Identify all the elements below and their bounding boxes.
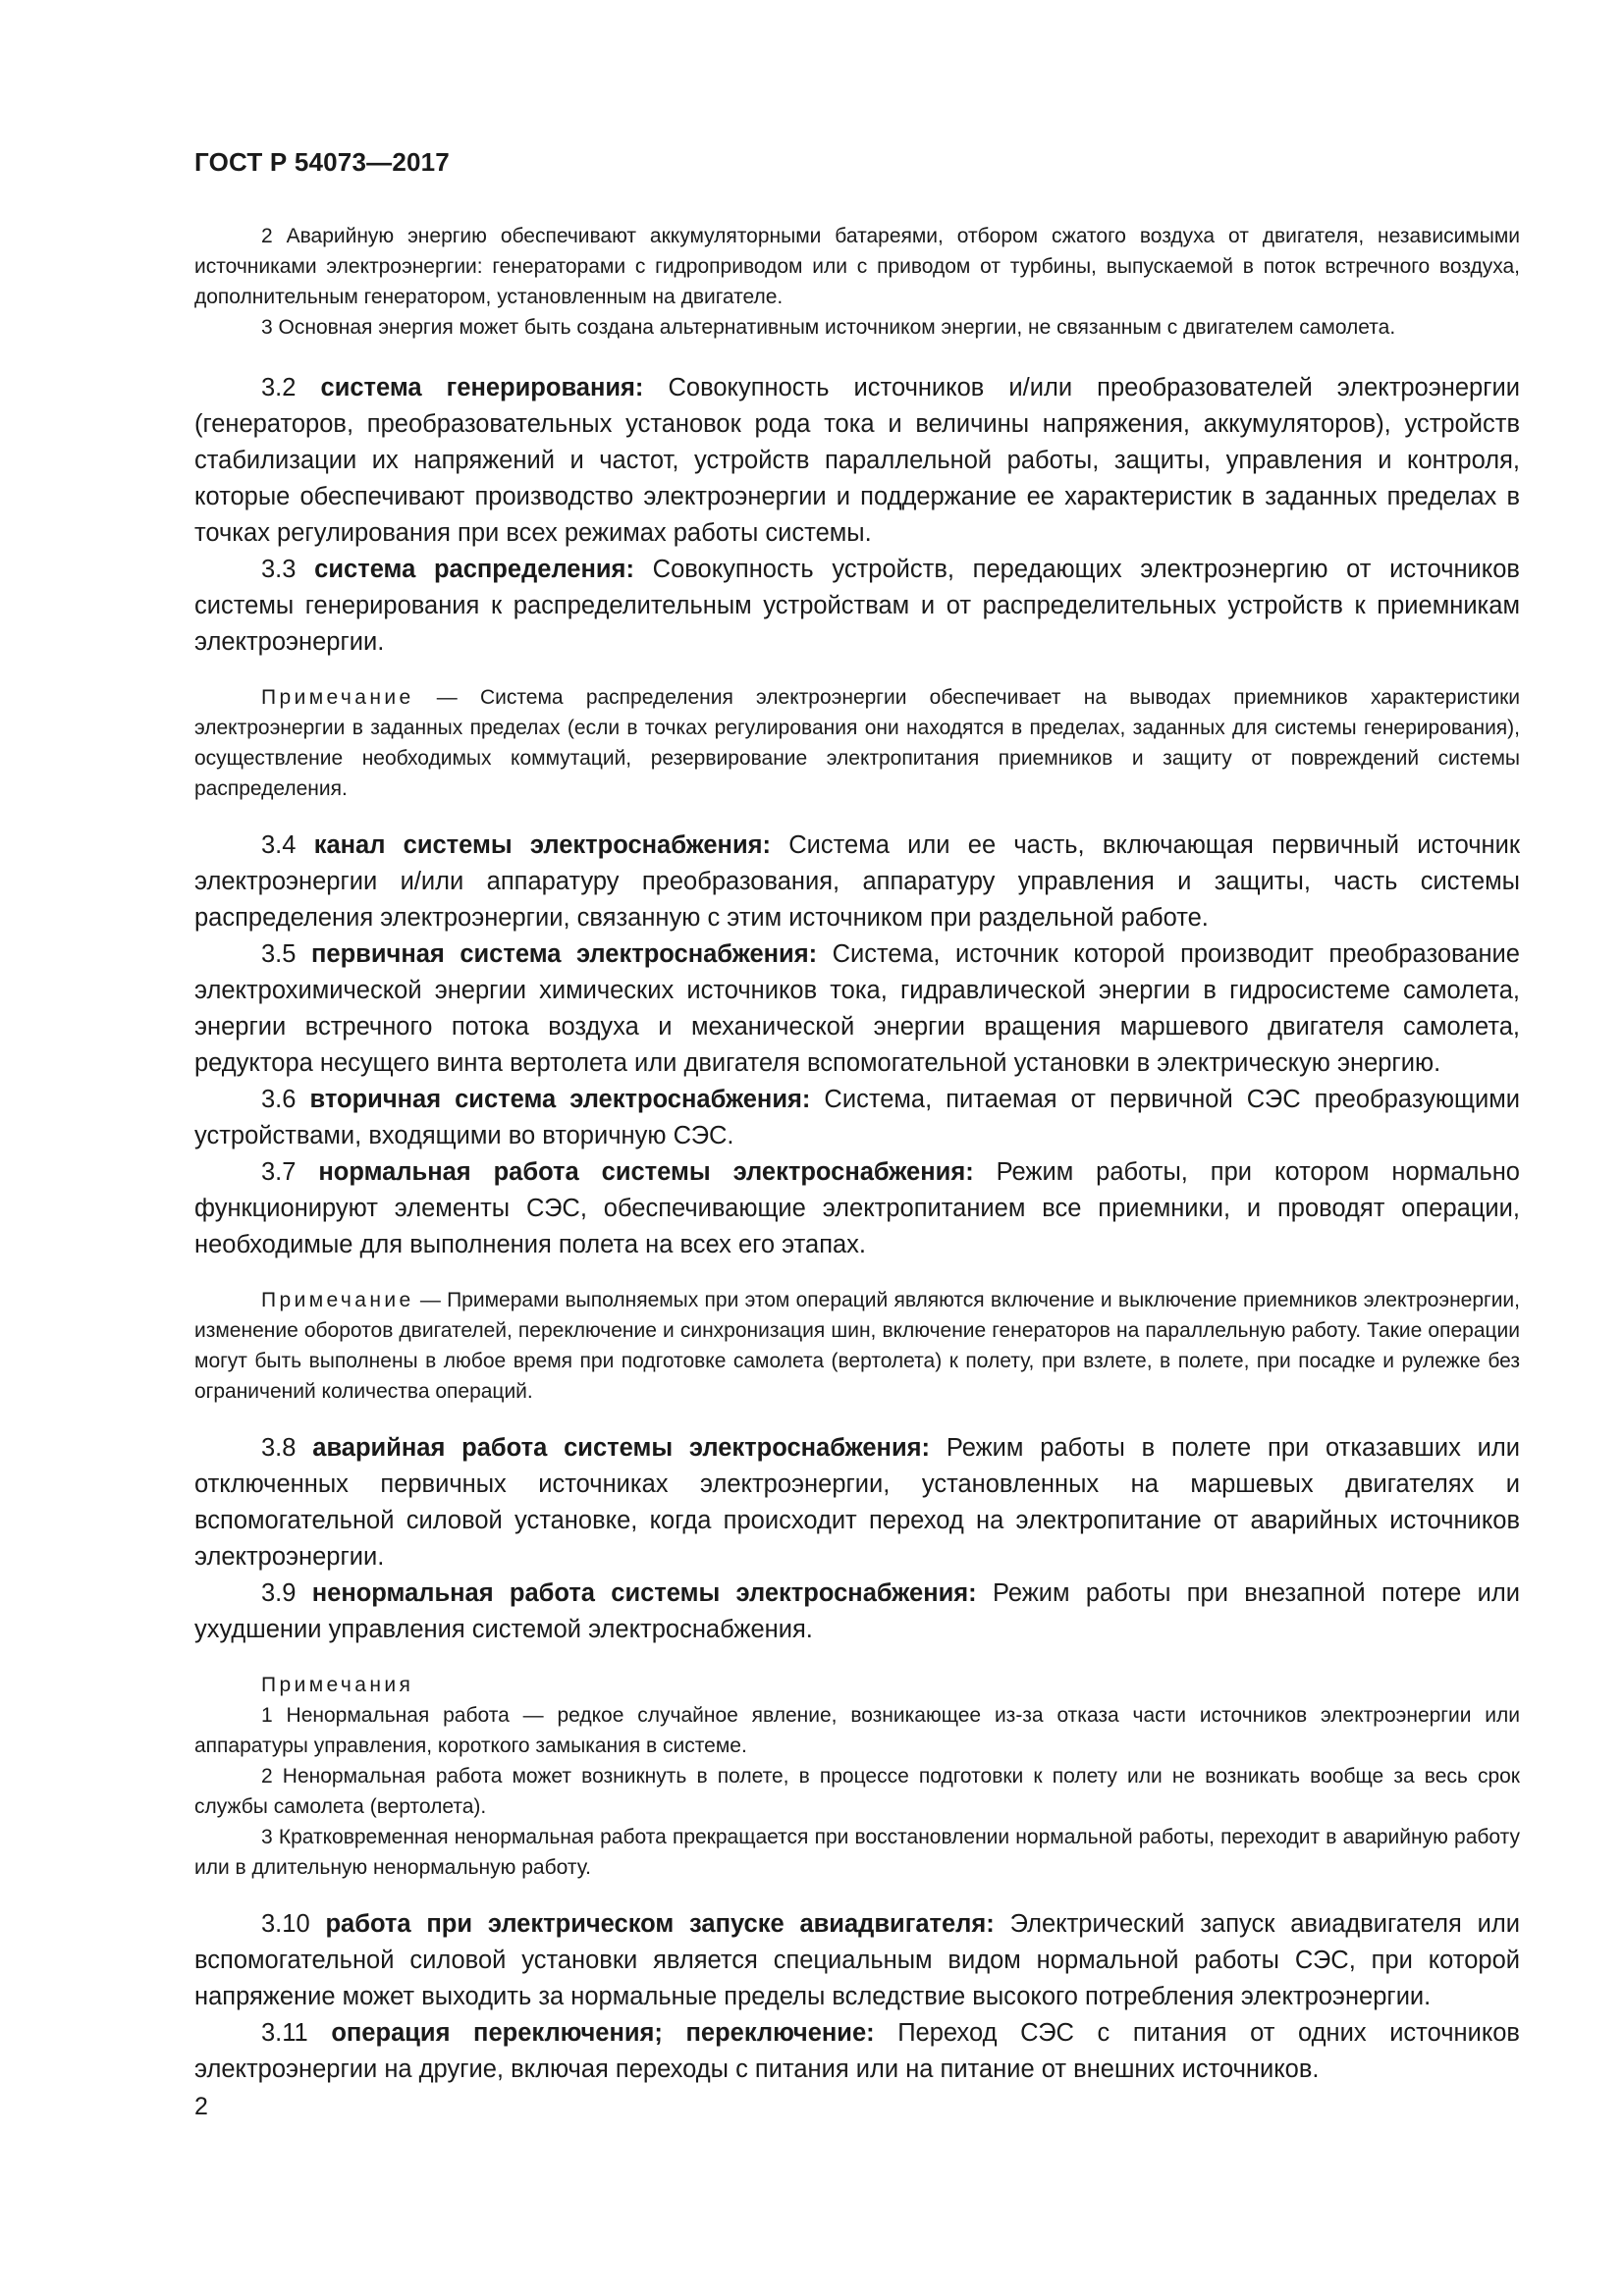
- page-number: 2: [194, 2093, 208, 2120]
- note-item: 2 Ненормальная работа может возникнуть в полете, в процессе подготовки к полету или не возникать вообще за весь срок службы самолета (вертолета).: [194, 1765, 1520, 1818]
- term-definition: Режим работы в полете при отказавших или отключенных первичных источниках электроэнергии, установленных на маршевых двигателях и вспомогательной силовой установке, когда происходит переход на электропитание от аварийных источников электроэнергии.: [194, 1434, 1520, 1571]
- term-number: 3.5: [261, 940, 297, 968]
- note-item: 3 Кратковременная ненормальная работа прекращается при восстановлении нормальной работы, переходит в аварийную работу или в длительную ненормальную работу.: [194, 1826, 1520, 1879]
- term-number: 3.2: [261, 374, 297, 401]
- term-number: 3.4: [261, 831, 297, 859]
- term-definition: Система или ее часть, включающая первичный источник электроэнергии и/или аппаратуру преобразования, аппаратуру управления и защиты, часть системы распределения электроэнергии, связанную с этим источником при раздельной работе.: [194, 831, 1520, 932]
- term-name: аварийная работа системы электроснабжения:: [312, 1434, 931, 1462]
- term-3-2: [194, 370, 1520, 552]
- term-3-6: [194, 1082, 1520, 1154]
- term-definition: Система, источник которой производит преобразование электрохимической энергии химических источников тока, гидравлической энергии в гидросистеме самолета, энергии встречного потока воздуха и механической энергии вращения маршевого двигателя самолета, редуктора несущего винта вертолета или двигателя вспомогательной установки в электрическую энергию.: [194, 940, 1520, 1077]
- note-label: Примечание: [261, 1289, 414, 1311]
- term-name: канал системы электроснабжения:: [313, 831, 772, 859]
- term-3-8: [194, 1430, 1520, 1575]
- term-3-11: [194, 2015, 1520, 2088]
- term-name: работа при электрическом запуске авиадвигателя:: [325, 1910, 995, 1938]
- document-page: [194, 147, 1520, 2088]
- notes-top: [194, 221, 1520, 343]
- note-label: Примечание: [261, 686, 414, 709]
- term-name: ненормальная работа системы электроснабжения:: [311, 1579, 977, 1607]
- term-number: 3.7: [261, 1158, 297, 1186]
- term-name: вторичная система электроснабжения:: [309, 1086, 811, 1113]
- term-name: операция переключения; переключение:: [331, 2019, 875, 2047]
- term-3-10: [194, 1906, 1520, 2015]
- note-3-7: [194, 1285, 1520, 1407]
- term-3-7: [194, 1154, 1520, 1263]
- note-item: 3 Основная энергия может быть создана альтернативным источником энергии, не связанным с двигателем самолета.: [261, 316, 1396, 339]
- term-name: первичная система электроснабжения:: [311, 940, 818, 968]
- term-3-9: [194, 1575, 1520, 1648]
- note-item: 2 Аварийную энергию обеспечивают аккумуляторными батареями, отбором сжатого воздуха от двигателя, независимыми источниками электроэнергии: генераторами с гидроприводом или с приводом от турбины, выпускаемой в поток встречного воздуха, дополнительным генератором, установленным на двигателе.: [194, 225, 1520, 308]
- term-number: 3.6: [261, 1086, 297, 1113]
- term-3-4: [194, 828, 1520, 936]
- term-number: 3.8: [261, 1434, 297, 1462]
- notes-title: Примечания: [261, 1674, 414, 1696]
- term-name: система генерирования:: [320, 374, 644, 401]
- term-number: 3.3: [261, 556, 297, 583]
- term-definition: Режим работы, при котором нормально функционируют элементы СЭС, обеспечивающие электропитанием все приемники, и проводят операции, необходимые для выполнения полета на всех его этапах.: [194, 1158, 1520, 1258]
- term-number: 3.9: [261, 1579, 297, 1607]
- term-3-5: [194, 936, 1520, 1082]
- term-definition: Система, питаемая от первичной СЭС преобразующими устройствами, входящими во вторичную СЭС.: [194, 1086, 1520, 1149]
- term-definition: Совокупность источников и/или преобразователей электроэнергии (генераторов, преобразовательных установок рода тока и величины напряжения, аккумуляторов), устройств стабилизации их напряжений и частот, устройств параллельной работы, защиты, управления и контроля, которые обеспечивают производство электроэнергии и поддержание ее характеристик в заданных пределах в точках регулирования при всех режимах работы системы.: [194, 374, 1520, 547]
- note-text: — Примерами выполняемых при этом операций являются включение и выключение приемников электроэнергии, изменение оборотов двигателей, переключение и синхронизация шин, включение генераторов на параллельную работу. Такие операции могут быть выполнены в любое время при подготовке самолета (вертолета) к полету, при взлете, в полете, при посадке и рулежке без ограничений количества операций.: [194, 1289, 1520, 1403]
- term-name: нормальная работа системы электроснабжения:: [318, 1158, 974, 1186]
- document-code: ГОСТ Р 54073—2017: [194, 147, 450, 177]
- note-3-3: [194, 682, 1520, 804]
- term-definition: Электрический запуск авиадвигателя или вспомогательной силовой установки является специальным видом нормальной работы СЭС, при которой напряжение может выходить за нормальные пределы вследствие высокого потребления электроэнергии.: [194, 1910, 1521, 2010]
- term-definition: Режим работы при внезапной потере или ухудшении управления системой электроснабжения.: [194, 1579, 1520, 1643]
- note-item: 1 Ненормальная работа — редкое случайное явление, возникающее из-за отказа части источников электроэнергии или аппаратуры управления, короткого замыкания в системе.: [194, 1704, 1520, 1757]
- note-text: — Система распределения электроэнергии обеспечивает на выводах приемников характеристики электроэнергии в заданных пределах (если в точках регулирования они находятся в пределах, заданных для системы генерирования), осуществление необходимых коммутаций, резервирование электропитания приемников и защиту от повреждений системы распределения.: [194, 686, 1520, 800]
- term-definition: Переход СЭС с питания от одних источников электроэнергии на другие, включая переходы с питания или на питание от внешних источников.: [194, 2019, 1520, 2083]
- term-number: 3.11: [261, 2019, 308, 2047]
- term-number: 3.10: [261, 1910, 310, 1938]
- term-3-3: [194, 552, 1520, 661]
- term-definition: Совокупность устройств, передающих электроэнергию от источников системы генерирования к распределительным устройствам и от распределительных устройств к приемникам электроэнергии.: [194, 556, 1520, 656]
- notes-3-9: [194, 1670, 1520, 1883]
- term-name: система распределения:: [314, 556, 634, 583]
